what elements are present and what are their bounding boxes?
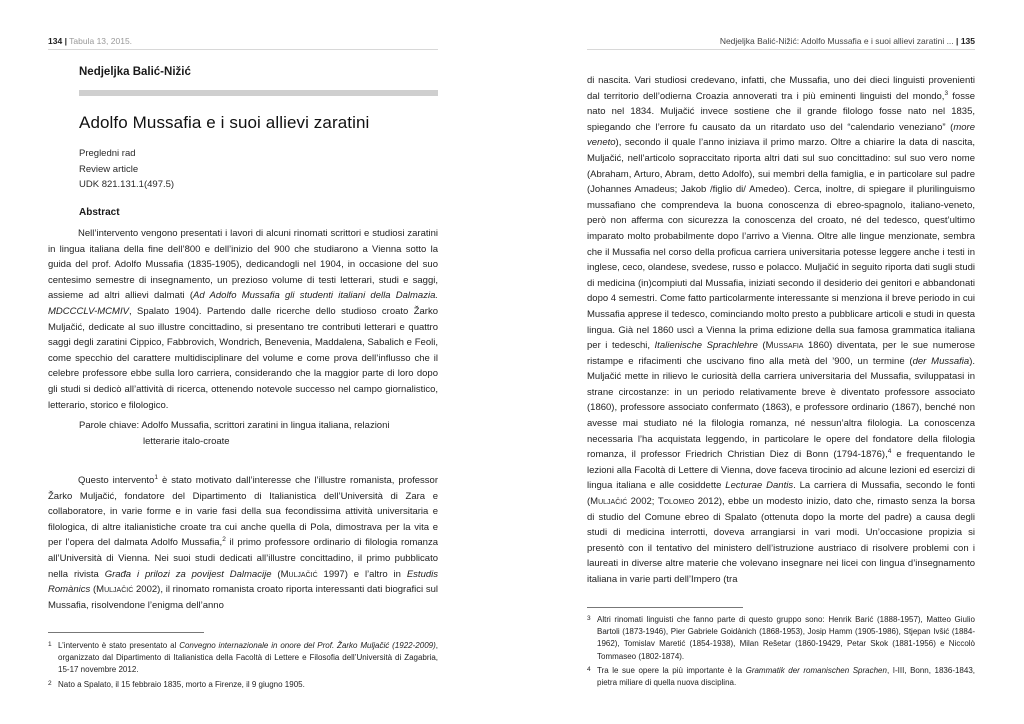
body-right-seg: 2012), ebbe un modesto inizio, dato che, rimasto senza la borsa di studio del Comune ebreo di Spalato (ottenuta dopo la morte del padre) a causa degli studi di medicina interrotti, doveva arrangiarsi in vari modi. Un’occasione propizia si presentò con il tentativo del ministero dell’istruzione austriaco di risolvere problemi con i laureati in diverse altre materie che volevano insegnare nei licei con lingua d’insegnamento italiana in varie parti dell’Impero (tra	[587, 496, 975, 585]
article-meta	[79, 146, 174, 193]
running-title: Nedjeljka Balić-Nižić: Adolfo Mussafia e i suoi allievi zaratini ...	[719, 36, 954, 46]
footnote-seg: Nato a Spalato, il 15 febbraio 1835, morto a Firenze, il 9 giugno 1905.	[58, 679, 305, 689]
journal-title-italic: Estudis Romànics	[48, 568, 438, 596]
footnote-seg: , I-III, Bonn, 1836-1843, pietra miliare di quella nuova disciplina.	[597, 665, 975, 688]
abstract-book-title: Ad Adolfo Mussafia gli studenti italiani della Dalmazia. MDCCCLV-MCMIV	[48, 290, 438, 317]
body-left-seg: 2002), il rinomato romanista croato riporta interessanti dati biografici sul Mussafia, risolvendone l’enigma dell’anno	[48, 584, 438, 611]
body-right-seg: e frequentando le lezioni alla Facoltà di Lettere di Vienna, dove faceva tirocinio ad alcune lezioni ed esercizi di lingua italiana e alle cosiddette	[587, 449, 975, 492]
body-right-seg: fosse nato nel 1834. Muljačić invece sostiene che il grande filologo fosse nato nel 1835, spiegando che l’errore fu causato da un ritardato uso del “calendario veneziano” (	[587, 90, 975, 133]
abstract-part-2: , Spalato 1904). Partendo dalle ricerche dello studioso croato Žarko Muljačić, dedicate al suo illustre concittadino, si presentano tre contributi letterari e quattro saggi degli zaratini Cippico, Fabbrovich, Wondrich, Benevenia, Maddalena, Sabalich e Feoli, come specchio del carattere multidisciplinare del volume e come prova dell’influsso che il celebre professore ebbe sulla loro carriera, considerando che la maggior parte di loro dopo gli studi si dedicò all’attività di ricerca, ottenendo notevole successo nel campo giornalistico, letterario, storico e filologico.	[48, 305, 438, 411]
body-text-left	[48, 473, 438, 613]
header-separator: |	[956, 36, 959, 46]
citation-author: Muljačić	[590, 496, 628, 508]
body-right-seg: ). Muljačić mette in rilievo le curiosità della carriera universitaria del Mussafia, sviluppatasi in strane circostanze: in un periodo relativamente breve è diventato professore associato (1860), professore associato confermato (1863), e professore ordinario (1867), benché non avesse mai studiato né la filologia romanza, né nessun’altra filologia. La conoscenza necessaria l’ha acquistata leggendo, in particolare le opere del fondatore della filologia romanza, il professor Friedrich Christian Diez di Bonn (1794-1876),	[587, 355, 975, 461]
footnote-number: 3	[587, 615, 591, 622]
footnote-text	[597, 665, 975, 689]
footnote-seg: Tra le sue opere la più importante è la	[597, 665, 746, 675]
footnote-italic: Grammatik der romanischen Sprachen	[745, 665, 887, 675]
footnotes-left	[48, 640, 438, 693]
abstract-part-1: Nell’intervento vengono presentati i lavori di alcuni rinomati scrittori e studiosi zaratini in lingua italiana della fine dell’800 e dell’inizio del 900 che studiarono a Vienna sotto la guida del prof. Adolfo Mussafia (1835-1905), dedicandogli nel 1904, in occasione del suo centesimo semestre di insegnamento, un prezioso volume di testi letterari, studi e saggi, assieme ad altri allievi dalmati (	[48, 228, 438, 302]
body-left-seg: il primo professore ordinario di filologia romanza all’Università di Vienna. Nei suoi studi dedicati all’illustre concittadino, il primo pubblicato nella rivista	[48, 537, 438, 580]
header-separator: |	[64, 36, 67, 46]
body-right-seg: 1860) diventata, per le sue numerose ristampe e rifacimenti che uscivano fino alla metà del ’900, un termine (	[587, 340, 975, 367]
left-page-number: 134	[48, 36, 63, 46]
body-left-seg: è stato motivato dall’interesse che l’illustre romanista, professor Žarko Muljačić, fondatore del Dipartimento di Italianistica dell’Università di Zara e collaboratore, in varie forme e in varie fasi della sua fecondissima attività universitaria e filologica, di altre italianistiche croate tra cui anche quella di Pola, dimostrava per la vita e per l’opera del dalmata Adolfo Mussafia,	[48, 475, 438, 549]
article-type-en: Review article	[79, 163, 139, 175]
footnotes-right	[587, 614, 975, 691]
citation-author: Muljačić	[96, 584, 134, 596]
footnote-seg: L’intervento è stato presentato al	[58, 641, 180, 650]
abstract-text	[48, 226, 438, 413]
article-type-hr: Pregledni rad	[79, 148, 136, 159]
body-left-seg: 1997) e l’altro in	[317, 568, 407, 580]
article-author: Nedjeljka Balić-Nižić	[79, 66, 191, 78]
body-text-right	[587, 73, 975, 588]
title-divider	[79, 90, 438, 96]
udk-code: UDK 821.131.1(497.5)	[79, 179, 175, 190]
body-left-seg: Questo intervento	[78, 475, 155, 486]
footnote-1	[48, 640, 438, 677]
body-right-seg: . La carriera di Mussafia, secondo le fonti (	[587, 480, 976, 508]
journal-title-italic: Građa i prilozi za povijest Dalmacije	[104, 568, 272, 580]
body-right-seg: ), secondo il quale l’anno iniziava il primo marzo. Oltre a chiarire la data di nascita, Muljačić, nell’articolo sopraccitato riporta altri dati sul suo concittadino: sul suo vero nome (Abraham, Arturo, Abram, detto Adolfo), sui membri della famiglia, e in particolare sul padre (Johannes Amadeus; Jakob /figlio di/ Amedeo). Cerca, inoltre, di spiegare il plurilinguismo mussafiano che comprendeva la buona conoscenza di ebreo-spagnolo, italiano-veneto, però non afferma con sicurezza la conoscenza del croato, né del tedesco, quest’ultimo imparato molto probabilmente dopo l’arrivo a Vienna. Oltre alle lingue menzionate, sembra che il Mussafia nel corso della proficua carriera universitaria potesse leggere anche i testi in inglese, ceco, olandese, svedese, russo e polacco. Muljačić in seguito riporta dati sugli studi di medicina (in)compiuti dal Mussafia, iniziati secondo il desiderio dei genitori e abbandonati dopo 4 semestri. Come fatto particolarmente interessante si menziona il breve periodo in cui Mussafia apprese il tedesco, cominciando molto presto a pubblicare articoli e studi in questa lingua. Già nel 1860 uscì a Vienna la prima edizione della sua famosa grammatica italiana per i tedeschi,	[587, 137, 975, 352]
footnote-3	[587, 614, 975, 663]
footnote-divider-left	[48, 632, 204, 633]
italic-term: Italienische Sprachlehre	[654, 340, 758, 352]
footnote-text	[58, 640, 438, 677]
footnote-ref-1[interactable]: 1	[154, 473, 158, 481]
citation-author: Muljačić	[280, 568, 318, 580]
footnote-4	[587, 665, 975, 689]
left-running-header	[48, 36, 438, 50]
body-left-seg: (	[271, 568, 281, 580]
right-running-header	[587, 36, 975, 50]
footnote-divider-right	[587, 607, 743, 608]
footnote-ref-3[interactable]: 3	[944, 89, 949, 97]
footnote-seg: , organizzato dal Dipartimento di Italianistica della Facoltà di Lettere e Filosofia dell’Università di Zagabria, 15-17 novembre 2012.	[58, 641, 438, 675]
footnote-text	[597, 614, 975, 663]
keywords-line-2: letterarie italo-croate	[143, 435, 230, 447]
body-right-seg: di nascita. Vari studiosi credevano, infatti, che Mussafia, uno dei dieci linguisti provenienti dal territorio dell’odierna Croazia annoverati tra i più eminenti linguisti del mondo,	[587, 75, 975, 102]
footnote-2	[48, 679, 438, 691]
footnote-ref-2[interactable]: 2	[222, 536, 226, 544]
italic-term: more veneto	[587, 121, 975, 149]
footnote-number: 2	[48, 679, 52, 687]
right-page	[587, 0, 975, 724]
footnote-italic: Convegno internazionale in onore del Prof. Žarko Muljačić (1922-2009)	[179, 641, 436, 650]
footnote-ref-4[interactable]: 4	[887, 448, 892, 456]
body-right-seg: (	[757, 340, 766, 352]
keywords-line-1: Parole chiave: Adolfo Mussafia, scrittori zaratini in lingua italiana, relazioni	[79, 420, 390, 431]
footnote-text	[58, 679, 438, 691]
italic-term: der Mussafia	[912, 355, 970, 367]
italic-term: Lecturae Dantis	[725, 480, 794, 492]
body-left-seg: (	[90, 584, 97, 596]
right-page-number: 135	[960, 36, 975, 46]
citation-author: Tolomeo	[657, 496, 695, 508]
footnote-seg: Altri rinomati linguisti che fanno parte di questo gruppo sono: Henrik Barić (1888-1957), Matteo Giulio Bartoli (1873-1946), Pier Gabriele Goidànich (1868-1953), Josip Hamm (1905-1986), Stjepan Ivšić (1884-1962), Tomislav Maretić (1854-1938), Milan Rešetar (1860-19429, Petar Skok (1881-1956) e Niccolò Tommaseo (1802-1874).	[597, 615, 975, 661]
body-right-seg: 2002;	[627, 496, 658, 508]
abstract-heading: Abstract	[79, 207, 120, 218]
footnote-number: 1	[48, 641, 52, 648]
journal-name: Tabula 13, 2015.	[69, 36, 133, 46]
footnote-number: 4	[587, 665, 591, 673]
article-title: Adolfo Mussafia e i suoi allievi zaratini	[79, 113, 370, 132]
keywords	[79, 418, 438, 449]
citation-author: Mussafia	[765, 340, 804, 352]
left-page	[48, 0, 438, 724]
